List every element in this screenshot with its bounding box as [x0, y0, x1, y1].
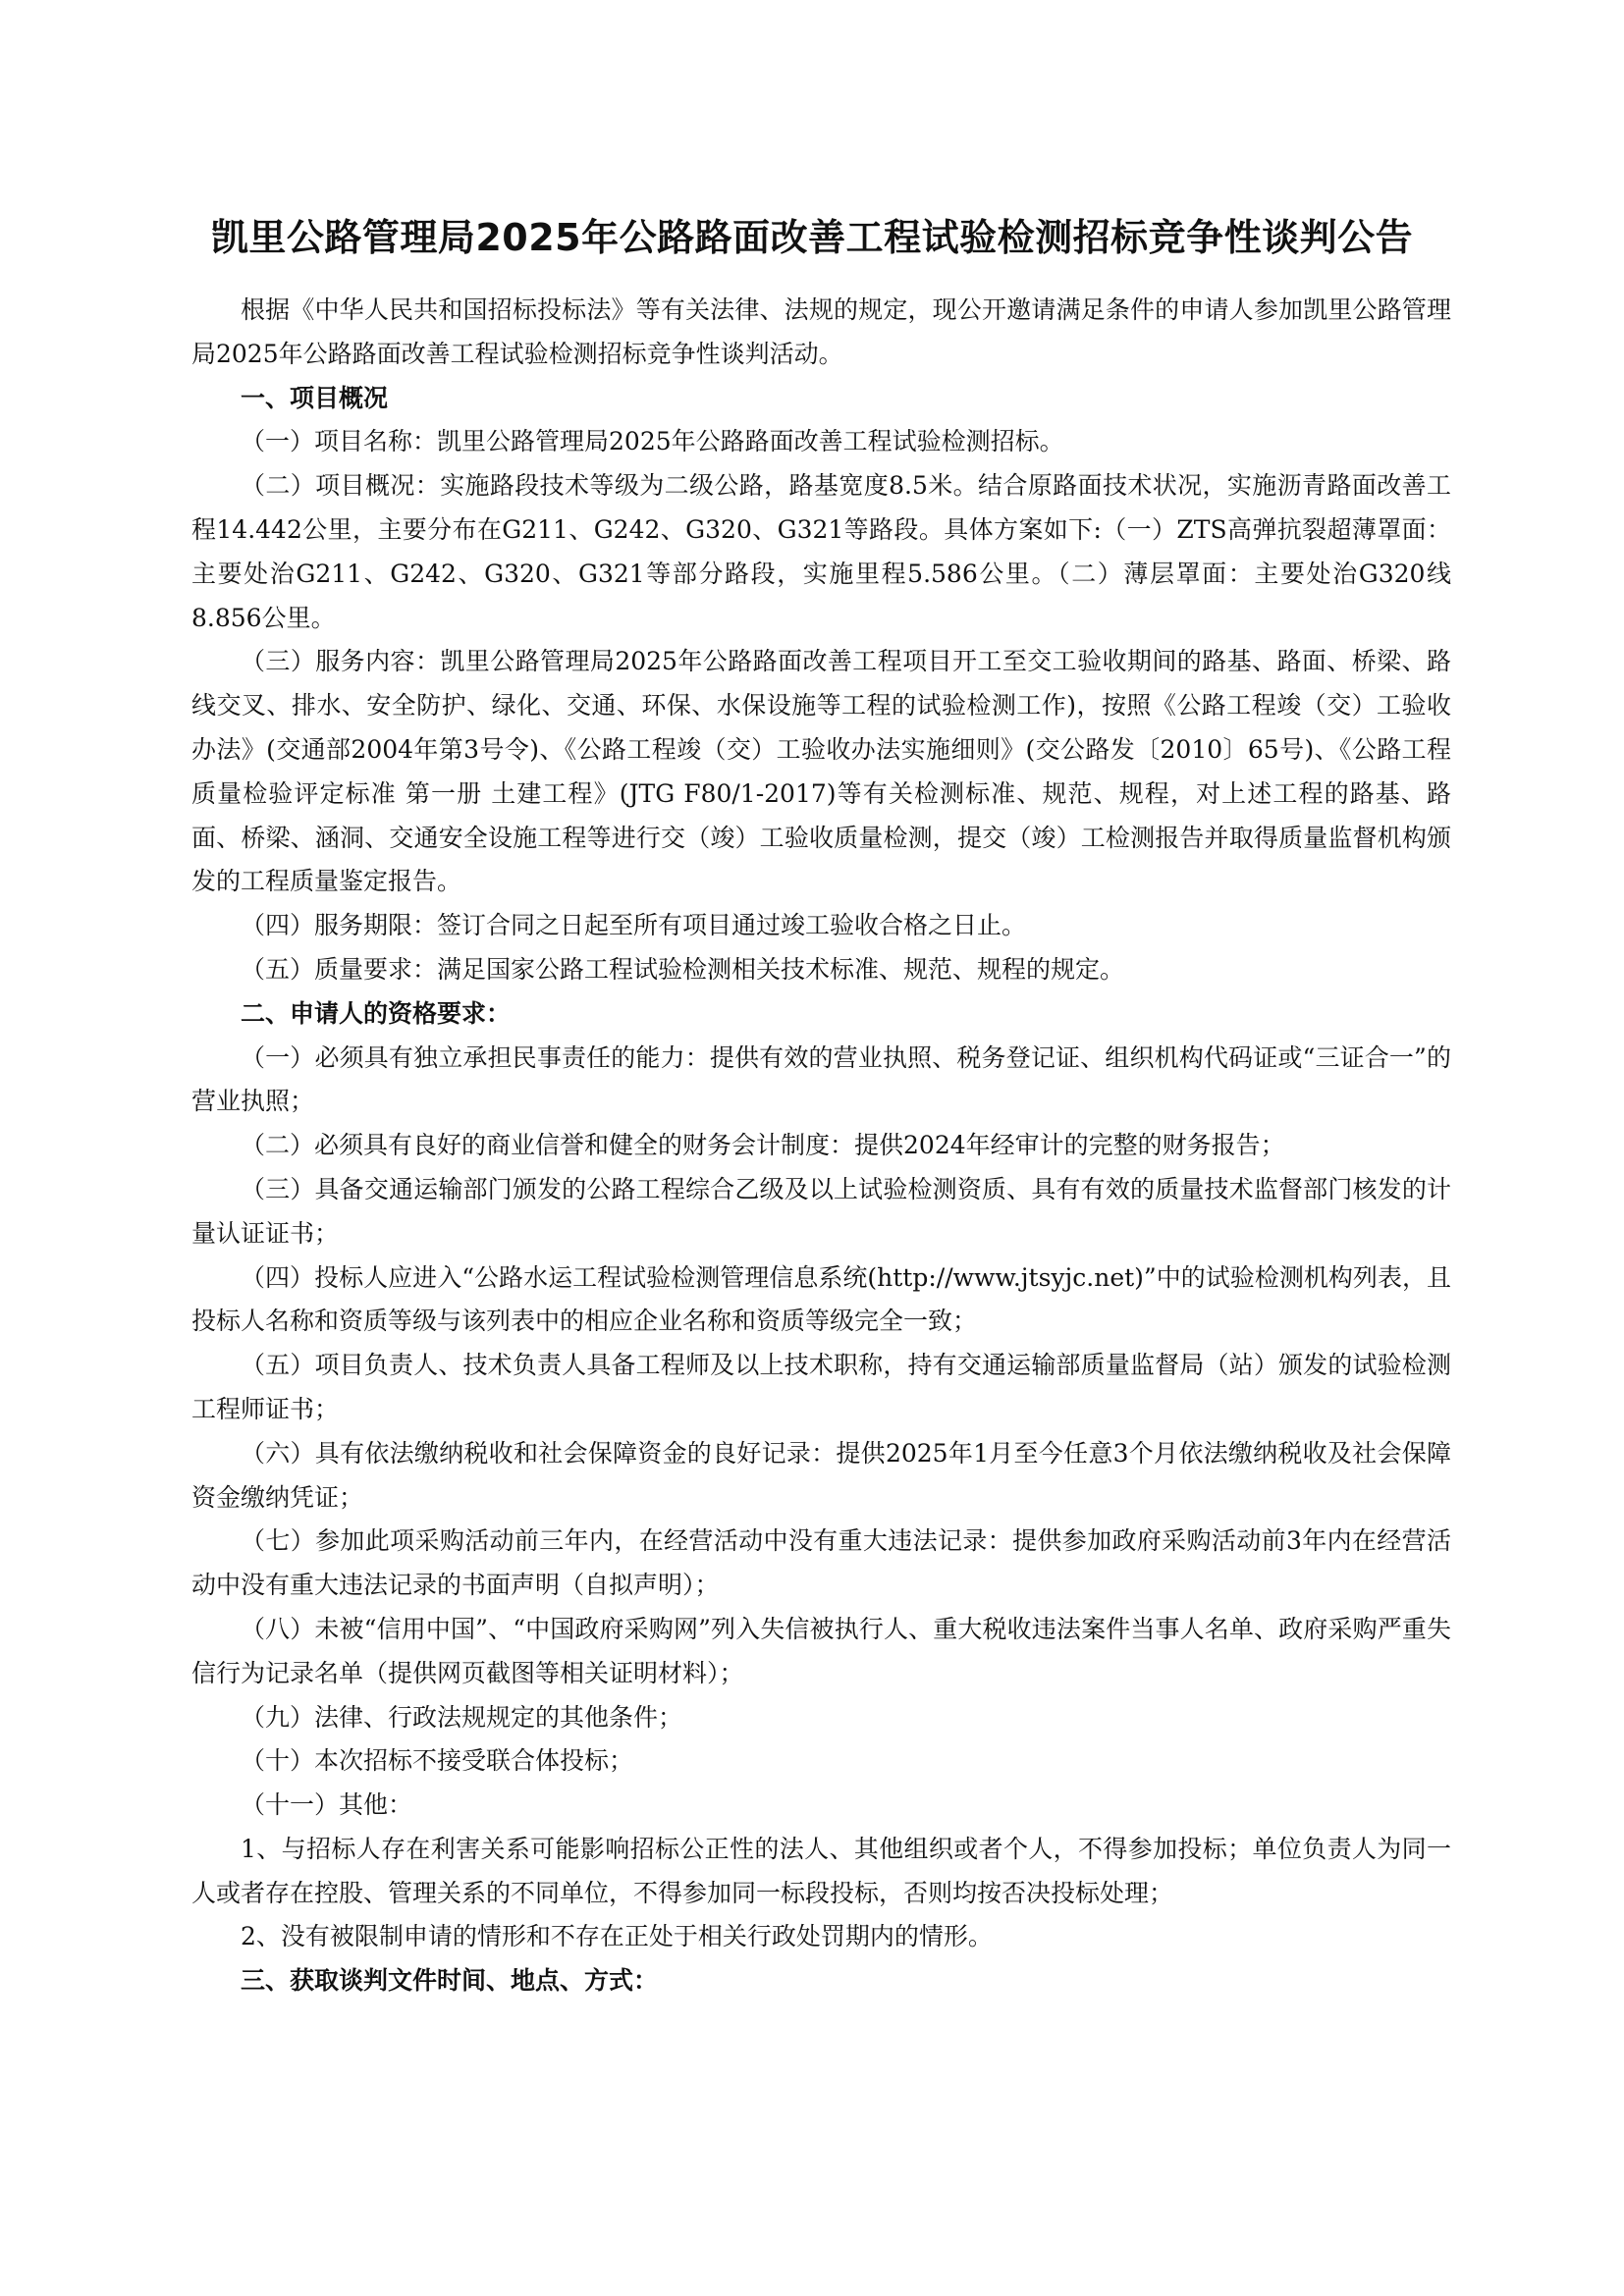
section-3-heading: 三、获取谈判文件时间、地点、方式： — [241, 1966, 659, 1996]
section-2-item: （十一）其他： — [241, 1790, 413, 1820]
section-1-heading: 一、项目概况 — [241, 383, 389, 412]
section-1-item: （四）服务期限：签订合同之日起至所有项目通过竣工验收合格之日止。 — [241, 911, 1027, 940]
section-2-item: 1、与招标人存在利害关系可能影响招标公正性的法人、其他组织或者个人，不得参加投标；单位负责人为同一人或者存在控股、管理关系的不同单位，不得参加同一标段投标，否则均按否决投标处理； — [191, 1834, 1451, 1907]
section-1-item: （五）质量要求：满足国家公路工程试验检测相关技术标准、规范、规程的规定。 — [241, 954, 1125, 984]
section-2-item: （五）项目负责人、技术负责人具备工程师及以上技术职称，持有交通运输部质量监督局（站）颁发的试验检测工程师证书； — [191, 1351, 1451, 1423]
document-body — [191, 289, 1451, 2003]
intro-paragraph: 根据《中华人民共和国招标投标法》等有关法律、法规的规定，现公开邀请满足条件的申请人参加凯里公路管理局2025年公路路面改善工程试验检测招标竞争性谈判活动。 — [191, 295, 1451, 368]
section-2-item: （一）必须具有独立承担民事责任的能力：提供有效的营业执照、税务登记证、组织机构代码证或“三证合一”的营业执照； — [191, 1042, 1451, 1116]
section-2-item: 2、没有被限制申请的情形和不存在正处于相关行政处罚期内的情形。 — [241, 1922, 993, 1951]
section-2-item: （三）具备交通运输部门颁发的公路工程综合乙级及以上试验检测资质、具有有效的质量技术监督部门核发的计量认证证书； — [191, 1174, 1451, 1248]
section-2-item: （六）具有依法缴纳税收和社会保障资金的良好记录：提供2025年1月至今任意3个月依法缴纳税收及社会保障资金缴纳凭证； — [191, 1438, 1451, 1512]
section-2-item: （八）未被“信用中国”、“中国政府采购网”列入失信被执行人、重大税收违法案件当事人名单、政府采购严重失信行为记录名单（提供网页截图等相关证明材料）； — [191, 1614, 1451, 1687]
section-1-item: （一）项目名称：凯里公路管理局2025年公路路面改善工程试验检测招标。 — [241, 427, 1064, 456]
section-1-item: （二）项目概况：实施路段技术等级为二级公路，路基宽度8.5米。结合原路面技术状况，实施沥青路面改善工程14.442公里，主要分布在G211、G242、G320、G321等路段。具体方案如下:（一）ZTS高弹抗裂超薄罩面：主要处治G211、G242、G320、G321等部分路段，实施里程5.586公里。（二）薄层罩面：主要处治G320线8.856公里。 — [191, 471, 1451, 632]
section-2-item: （四）投标人应进入“公路水运工程试验检测管理信息系统(http://www.jtsyjc.net)”中的试验检测机构列表，且投标人名称和资质等级与该列表中的相应企业名称和资质等级完全一致； — [191, 1262, 1451, 1336]
section-2-heading: 二、申请人的资格要求： — [241, 998, 512, 1028]
section-2-item: （九）法律、行政法规规定的其他条件； — [241, 1702, 683, 1732]
section-2-item: （七）参加此项采购活动前三年内，在经营活动中没有重大违法记录：提供参加政府采购活动前3年内在经营活动中没有重大违法记录的书面声明（自拟声明）； — [191, 1526, 1451, 1600]
section-2-item: （十）本次招标不接受联合体投标； — [241, 1746, 634, 1776]
section-2-item: （二）必须具有良好的商业信誉和健全的财务会计制度：提供2024年经审计的完整的财务报告； — [241, 1131, 1285, 1160]
document-title: 凯里公路管理局2025年公路路面改善工程试验检测招标竞争性谈判公告 — [210, 216, 1414, 259]
section-1-item: （三）服务内容：凯里公路管理局2025年公路路面改善工程项目开工至交工验收期间的路基、路面、桥梁、路线交叉、排水、安全防护、绿化、交通、环保、水保设施等工程的试验检测工作)，按照《公路工程竣（交）工验收办法》(交通部2004年第3号令)、《公路工程竣（交）工验收办法实施细则》(交公路发〔2010〕65号)、《公路工程质量检验评定标准 第一册 土建工程》(JTG F80/1-2017)等有关检测标准、规范、规程，对上述工程的路基、路面、桥梁、涵洞、交通安全设施工程等进行交（竣）工验收质量检测，提交（竣）工检测报告并取得质量监督机构颁发的工程质量鉴定报告。 — [191, 647, 1451, 896]
